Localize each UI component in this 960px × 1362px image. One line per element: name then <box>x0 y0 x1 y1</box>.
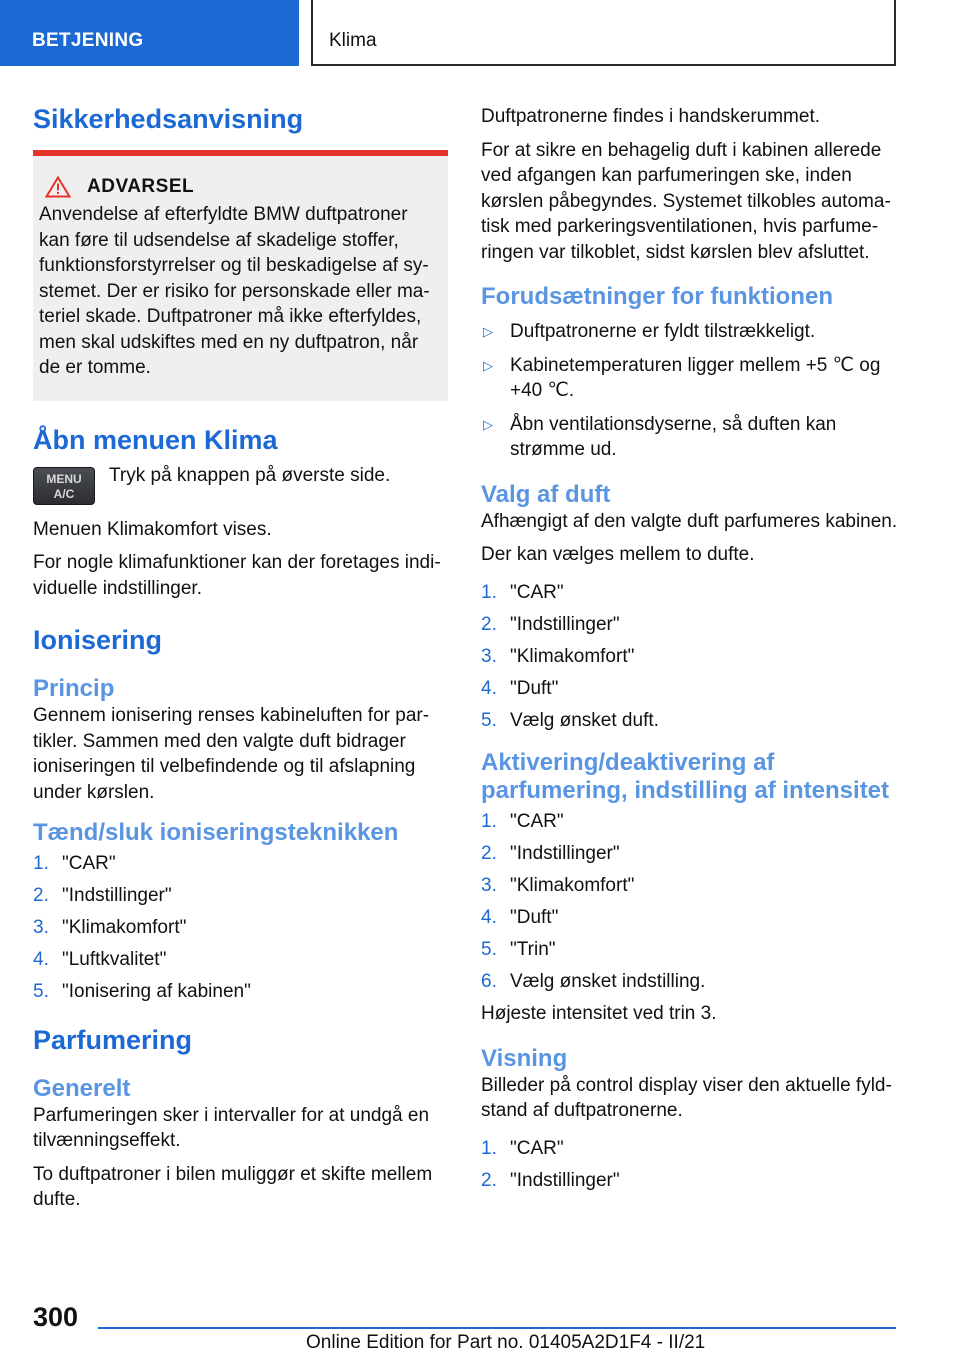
menu-paragraph-1: Menuen Klimakomfort vises. <box>33 518 272 540</box>
menu-instruction-row <box>33 464 448 505</box>
location-paragraph: Duftpatronerne findes i handskerummet. <box>481 106 821 127</box>
prereq-heading: Forudsætninger for funktionen <box>481 283 833 310</box>
toggle-heading: Tænd/sluk ioniseringsteknikken <box>33 819 399 846</box>
edition-text: Online Edition for Part no. 01405A2D1F4 - II/21 <box>306 1332 706 1353</box>
warning-box <box>33 150 448 401</box>
principle-text: Gennem ionisering renses kabineluften for partikler. Sammen med den valgte duft bidrager ioniseringen til velbefindende og til afslapning under kørslen. <box>33 705 430 803</box>
bullet-triangle-icon: ▷ <box>483 324 493 339</box>
display-heading: Visning <box>481 1044 568 1072</box>
list-item: 4. "Duft" <box>481 907 559 928</box>
menu-heading: Åbn menuen Klima <box>33 424 278 455</box>
choose-heading: Valg af duft <box>481 480 611 508</box>
list-item: 6. Vælg ønsket indstilling. <box>481 971 706 992</box>
menu-paragraph-2: For nogle klimafunktioner kan der foretages individuelle indstillinger. <box>33 552 441 599</box>
footer-divider <box>98 1327 896 1329</box>
bullet-triangle-icon: ▷ <box>483 416 493 432</box>
general-heading: Generelt <box>33 1074 131 1102</box>
warning-header <box>39 176 438 198</box>
right-column <box>481 104 901 1200</box>
list-item: 2. "Indstillinger" <box>33 885 172 906</box>
warning-label: ADVARSEL <box>87 176 195 197</box>
list-item: 4. "Duft" <box>481 677 559 699</box>
display-steps <box>481 1136 901 1194</box>
list-item: 3. "Klimakomfort" <box>481 875 635 896</box>
list-item: 1. "CAR" <box>481 811 564 832</box>
list-item: 5. "Ionisering af kabinen" <box>33 981 251 1002</box>
toggle-steps <box>33 851 448 1005</box>
choose-paragraph-1: Afhængigt af den valgte duft parfumeres kabinen. <box>481 510 898 532</box>
page-number: 300 <box>33 1302 79 1332</box>
section-title: BETJENING <box>32 30 144 51</box>
bullet-triangle-icon: ▷ <box>483 357 493 373</box>
chapter-title: Klima <box>329 30 377 51</box>
list-item: ▷ Åbn ventilationsdyserne, så duften kan strømme ud. <box>481 412 901 463</box>
ionisation-heading: Ionisering <box>33 625 163 655</box>
list-item: 5. "Trin" <box>481 939 556 960</box>
list-item: 1. "CAR" <box>481 1137 564 1159</box>
perfume-heading: Parfumering <box>33 1024 193 1055</box>
left-column <box>33 100 448 1221</box>
list-item: 4. "Luftkvalitet" <box>33 949 167 970</box>
menu-instruction: Tryk på knappen på øverste side. <box>109 464 391 486</box>
list-item: ▷ Kabinetemperaturen ligger mellem +5 ℃ og +40 ℃. <box>481 353 901 404</box>
activate-steps <box>481 809 901 995</box>
list-item: ▷ Duftpatronerne er fyldt tilstrækkeligt. <box>481 319 901 345</box>
list-item: 5. Vælg ønsket duft. <box>481 709 659 731</box>
display-paragraph: Billeder på control display viser den aktuelle fyldstand af duftpatronerne. <box>481 1074 892 1121</box>
warning-text: Anvendelse af efterfyldte BMW duftpatroner kan føre til udsendelse af skadelige stoffer, funktionsforstyrrelser og til beskadigelse af systemet. Der er risiko for personskade eller materiel skade. Duftpatroner må ikke efterfyldes, men skal udskiftes med en ny duftpatron, når de er tomme. <box>39 204 430 378</box>
general-paragraph-1: Parfumeringen sker i intervaller for at undgå en tilvænningseffekt. <box>33 1104 430 1151</box>
prereq-list <box>481 319 901 463</box>
list-item: 1. "CAR" <box>33 853 116 874</box>
list-item: 3. "Klimakomfort" <box>33 917 187 938</box>
choose-paragraph-2: Der kan vælges mellem to dufte. <box>481 544 755 565</box>
principle-heading: Princip <box>33 675 115 702</box>
general-paragraph-2: To duftpatroner i bilen muliggør et skifte mellem dufte. <box>33 1163 433 1210</box>
chapter-tab <box>311 0 896 66</box>
intensity-note: Højeste intensitet ved trin 3. <box>481 1003 717 1024</box>
list-item: 2. "Indstillinger" <box>481 1169 620 1191</box>
choose-steps <box>481 580 901 734</box>
section-tab <box>0 0 299 66</box>
menu-ac-button-icon: MENU A/C <box>33 467 95 505</box>
list-item: 2. "Indstillinger" <box>481 843 620 864</box>
activate-heading: Aktivering/deaktivering af parfumering, indstilling af intensitet <box>481 749 890 804</box>
preconditioning-paragraph: For at sikre en behagelig duft i kabinen allerede ved afgangen kan parfumeringen ske, inden kørslen påbegyndes. Systemet tilkobles automatisk med parkeringsventilationen, hvis parfumeringen var tilkoblet, sidst kørslen blev afsluttet. <box>481 139 891 263</box>
list-item: 2. "Indstillinger" <box>481 613 620 635</box>
safety-heading: Sikkerhedsanvisning <box>33 104 304 134</box>
warning-triangle-icon <box>45 176 71 198</box>
list-item: 1. "CAR" <box>481 581 564 603</box>
list-item: 3. "Klimakomfort" <box>481 645 635 667</box>
